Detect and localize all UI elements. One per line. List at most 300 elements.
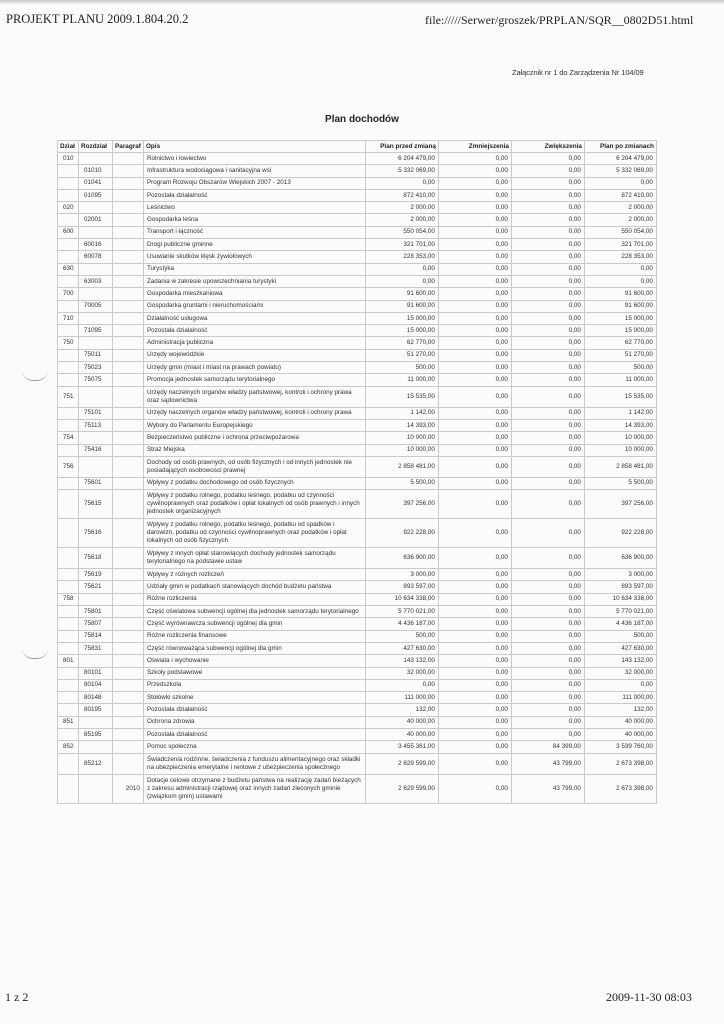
cell-paragraf — [113, 374, 144, 386]
cell-increases: 84 399,00 — [511, 741, 584, 753]
cell-plan-after: 2 673 398,00 — [584, 753, 656, 774]
cell-increases: 0,00 — [511, 177, 584, 189]
cell-paragraf — [113, 325, 144, 337]
cell-opis: Zadania w zakresie upowszechniania turystyki — [143, 275, 365, 287]
cell-rozdzial: 02001 — [79, 214, 113, 226]
cell-rozdzial: 75619 — [79, 569, 113, 581]
cell-paragraf — [113, 214, 144, 226]
cell-increases: 0,00 — [511, 165, 584, 177]
cell-plan-before: 91 600,00 — [365, 300, 438, 312]
cell-plan-before: 0,00 — [365, 263, 438, 275]
cell-dzial — [58, 679, 79, 691]
cell-plan-after: 15 000,00 — [584, 325, 656, 337]
cell-decreases: 0,00 — [438, 312, 511, 324]
cell-decreases: 0,00 — [438, 189, 511, 201]
cell-paragraf — [113, 337, 144, 349]
cell-opis: Stołówki szkolne — [143, 692, 365, 704]
cell-decreases: 0,00 — [438, 432, 511, 444]
table-row — [58, 263, 657, 275]
cell-rozdzial: 63003 — [79, 275, 113, 287]
cell-dzial — [58, 581, 79, 593]
cell-plan-before: 10 000,00 — [365, 432, 438, 444]
cell-plan-after: 427 630,00 — [584, 642, 656, 654]
cell-decreases: 0,00 — [438, 667, 511, 679]
cell-increases: 0,00 — [511, 325, 584, 337]
cell-decreases: 0,00 — [438, 349, 511, 361]
cell-plan-after: 91 600,00 — [584, 288, 656, 300]
cell-increases: 0,00 — [511, 630, 584, 642]
cell-opis: Działalność usługowa — [143, 312, 365, 324]
cell-increases: 0,00 — [511, 337, 584, 349]
cell-opis: Wpływy z podatku rolnego, podatku leśnego, podatku od czynności cywilnoprawnych oraz podatków i opłat lokalnych od osób prawnych i innych jednostek organizacyjnych — [143, 490, 365, 519]
cell-plan-after: 5 500,00 — [584, 477, 656, 489]
cell-decreases: 0,00 — [438, 728, 511, 740]
cell-decreases: 0,00 — [438, 581, 511, 593]
table-row — [58, 490, 657, 519]
cell-paragraf — [113, 226, 144, 238]
cell-dzial — [58, 728, 79, 740]
cell-rozdzial: 75831 — [79, 642, 113, 654]
cell-dzial: 700 — [58, 288, 79, 300]
table-row — [58, 300, 657, 312]
cell-dzial: 630 — [58, 263, 79, 275]
cell-increases: 0,00 — [511, 312, 584, 324]
cell-rozdzial: 75616 — [79, 519, 113, 548]
cell-dzial — [58, 189, 79, 201]
cell-plan-after: 10 634 338,00 — [584, 593, 656, 605]
cell-plan-before: 11 000,00 — [365, 374, 438, 386]
table-row — [58, 519, 657, 548]
table-row — [58, 214, 657, 226]
cell-decreases: 0,00 — [438, 153, 511, 165]
cell-rozdzial — [79, 655, 113, 667]
cell-paragraf — [113, 728, 144, 740]
cell-increases: 0,00 — [511, 288, 584, 300]
cell-decreases: 0,00 — [438, 300, 511, 312]
cell-opis: Pozostała działalność — [143, 728, 365, 740]
table-row — [58, 655, 657, 667]
cell-paragraf — [113, 655, 144, 667]
cell-opis: Przedszkola — [143, 679, 365, 691]
cell-increases: 0,00 — [511, 728, 584, 740]
cell-decreases: 0,00 — [438, 655, 511, 667]
cell-increases: 0,00 — [511, 593, 584, 605]
cell-plan-after: 51 270,00 — [584, 349, 656, 361]
cell-dzial — [58, 275, 79, 287]
cell-dzial — [58, 569, 79, 581]
cell-paragraf — [113, 704, 144, 716]
cell-dzial — [58, 300, 79, 312]
scan-edge-shadow — [0, 0, 724, 5]
cell-dzial — [58, 165, 79, 177]
cell-paragraf — [113, 300, 144, 312]
cell-paragraf — [113, 490, 144, 519]
cell-paragraf — [113, 716, 144, 728]
cell-paragraf — [113, 692, 144, 704]
cell-paragraf: 2010 — [113, 774, 144, 803]
cell-dzial — [58, 419, 79, 431]
cell-rozdzial: 75618 — [79, 548, 113, 569]
cell-plan-before: 6 204 479,00 — [365, 153, 438, 165]
cell-opis: Wpływy z innych opłat stanowiących dochody jednostek samorządu terytorialnego na podstawie ustaw — [143, 548, 365, 569]
cell-opis: Urzędy naczelnych organów władzy państwowej, kontroli i ochrony prawa — [143, 407, 365, 419]
table-row — [58, 456, 657, 477]
cell-plan-before: 62 770,00 — [365, 337, 438, 349]
cell-paragraf — [113, 581, 144, 593]
cell-paragraf — [113, 630, 144, 642]
cell-plan-after: 5 770 021,00 — [584, 606, 656, 618]
cell-decreases: 0,00 — [438, 407, 511, 419]
table-row — [58, 251, 657, 263]
cell-rozdzial: 75023 — [79, 362, 113, 374]
cell-decreases: 0,00 — [438, 606, 511, 618]
cell-opis: Wpływy z różnych rozliczeń — [143, 569, 365, 581]
cell-opis: Urzędy naczelnych organów władzy państwowej, kontroli i ochrony prawa oraz sądownictwa — [143, 386, 365, 407]
cell-opis: Turystyka — [143, 263, 365, 275]
cell-rozdzial — [79, 263, 113, 275]
table-row — [58, 312, 657, 324]
cell-paragraf — [113, 606, 144, 618]
cell-increases: 0,00 — [511, 704, 584, 716]
table-row — [58, 704, 657, 716]
cell-dzial: 600 — [58, 226, 79, 238]
cell-paragraf — [113, 519, 144, 548]
cell-plan-before: 2 000,00 — [365, 214, 438, 226]
cell-plan-before: 132,00 — [365, 704, 438, 716]
cell-plan-before: 0,00 — [365, 679, 438, 691]
cell-decreases: 0,00 — [438, 251, 511, 263]
print-datetime: 2009-11-30 08:03 — [606, 990, 692, 1004]
cell-plan-after: 10 000,00 — [584, 432, 656, 444]
cell-increases: 0,00 — [511, 655, 584, 667]
cell-increases: 0,00 — [511, 679, 584, 691]
table-row — [58, 548, 657, 569]
table-row — [58, 419, 657, 431]
cell-plan-after: 15 535,00 — [584, 386, 656, 407]
cell-plan-before: 872 410,00 — [365, 189, 438, 201]
cell-rozdzial: 85212 — [79, 753, 113, 774]
cell-plan-after: 3 000,00 — [584, 569, 656, 581]
cell-plan-after: 2 000,00 — [584, 202, 656, 214]
cell-dzial: 751 — [58, 386, 79, 407]
cell-rozdzial: 01041 — [79, 177, 113, 189]
cell-dzial: 756 — [58, 456, 79, 477]
cell-plan-before: 2 629 599,00 — [365, 753, 438, 774]
cell-plan-after: 0,00 — [584, 177, 656, 189]
table-row — [58, 165, 657, 177]
cell-opis: Bezpieczeństwo publiczne i ochrona przeciwpożarowa — [143, 432, 365, 444]
cell-rozdzial — [79, 432, 113, 444]
cell-increases: 0,00 — [511, 569, 584, 581]
cell-decreases: 0,00 — [438, 704, 511, 716]
cell-increases: 0,00 — [511, 519, 584, 548]
cell-plan-after: 321 701,00 — [584, 239, 656, 251]
cell-increases: 0,00 — [511, 692, 584, 704]
cell-decreases: 0,00 — [438, 716, 511, 728]
cell-paragraf — [113, 349, 144, 361]
cell-plan-after: 4 436 187,00 — [584, 618, 656, 630]
cell-plan-after: 1 142,00 — [584, 407, 656, 419]
cell-dzial — [58, 374, 79, 386]
cell-plan-after: 550 054,00 — [584, 226, 656, 238]
cell-opis: Promocja jednostek samorządu terytorialnego — [143, 374, 365, 386]
cell-opis: Ochrona zdrowia — [143, 716, 365, 728]
cell-plan-after: 922 228,00 — [584, 519, 656, 548]
cell-dzial — [58, 177, 79, 189]
cell-increases: 0,00 — [511, 432, 584, 444]
cell-opis: Wpływy z podatku rolnego, podatku leśnego, podatku od spadków i darowizn, podatku od czynności cywilnoprawnych oraz podatków i opłat lokalnych od osób fizycznych — [143, 519, 365, 548]
table-row — [58, 288, 657, 300]
cell-paragraf — [113, 456, 144, 477]
cell-opis: Usuwanie skutków klęsk żywiołowych — [143, 251, 365, 263]
cell-paragraf — [113, 165, 144, 177]
cell-dzial — [58, 444, 79, 456]
cell-plan-after: 32 000,00 — [584, 667, 656, 679]
col-header-paragraf: Paragraf — [113, 141, 144, 153]
cell-decreases: 0,00 — [438, 275, 511, 287]
cell-plan-before: 3 455 361,00 — [365, 741, 438, 753]
cell-plan-before: 500,00 — [365, 630, 438, 642]
cell-decreases: 0,00 — [438, 337, 511, 349]
table-row — [58, 581, 657, 593]
table-row — [58, 177, 657, 189]
cell-plan-after: 3 539 760,00 — [584, 741, 656, 753]
cell-paragraf — [113, 239, 144, 251]
table-row — [58, 407, 657, 419]
cell-decreases: 0,00 — [438, 753, 511, 774]
cell-decreases: 0,00 — [438, 374, 511, 386]
cell-opis: Część równoważąca subwencji ogólnej dla gmin — [143, 642, 365, 654]
cell-dzial — [58, 667, 79, 679]
cell-increases: 0,00 — [511, 444, 584, 456]
cell-increases: 0,00 — [511, 374, 584, 386]
cell-plan-before: 15 000,00 — [365, 325, 438, 337]
cell-plan-before: 397 256,00 — [365, 490, 438, 519]
cell-dzial: 020 — [58, 202, 79, 214]
cell-increases: 0,00 — [511, 477, 584, 489]
cell-plan-after: 2 673 398,00 — [584, 774, 656, 803]
cell-opis: Dotacje celowe otrzymane z budżetu państwa na realizację zadań bieżących z zakresu administracji rządowej oraz innych zadań zleconych gminie (związkom gmin) ustawami — [143, 774, 365, 803]
cell-plan-after: 11 000,00 — [584, 374, 656, 386]
cell-paragraf — [113, 251, 144, 263]
cell-decreases: 0,00 — [438, 490, 511, 519]
cell-decreases: 0,00 — [438, 288, 511, 300]
cell-paragraf — [113, 593, 144, 605]
cell-rozdzial: 75814 — [79, 630, 113, 642]
cell-opis: Gospodarka gruntami i nieruchomościami — [143, 300, 365, 312]
col-header-plan-before: Plan przed zmianą — [365, 141, 438, 153]
cell-opis: Wybory do Parlamentu Europejskiego — [143, 419, 365, 431]
cell-opis: Różne rozliczenia — [143, 593, 365, 605]
cell-dzial — [58, 606, 79, 618]
table-row — [58, 642, 657, 654]
cell-rozdzial: 75801 — [79, 606, 113, 618]
cell-opis: Udziały gmin w podatkach stanowiących dochód budżetu państwa — [143, 581, 365, 593]
cell-dzial: 754 — [58, 432, 79, 444]
cell-opis: Urzędy gmin (miast i miast na prawach powiatu) — [143, 362, 365, 374]
table-row — [58, 477, 657, 489]
cell-decreases: 0,00 — [438, 630, 511, 642]
cell-plan-after: 228 353,00 — [584, 251, 656, 263]
cell-plan-before: 0,00 — [365, 177, 438, 189]
cell-plan-after: 2 000,00 — [584, 214, 656, 226]
cell-paragraf — [113, 679, 144, 691]
table-row — [58, 275, 657, 287]
cell-rozdzial: 80104 — [79, 679, 113, 691]
cell-dzial: 758 — [58, 593, 79, 605]
cell-rozdzial: 75075 — [79, 374, 113, 386]
col-header-plan-after: Plan po zmianach — [584, 141, 656, 153]
cell-increases: 0,00 — [511, 581, 584, 593]
cell-plan-before: 1 142,00 — [365, 407, 438, 419]
cell-plan-before: 15 000,00 — [365, 312, 438, 324]
table-row — [58, 569, 657, 581]
table-body — [58, 153, 657, 804]
cell-rozdzial: 75011 — [79, 349, 113, 361]
cell-decreases: 0,00 — [438, 444, 511, 456]
cell-plan-before: 2 000,00 — [365, 202, 438, 214]
cell-plan-before: 51 270,00 — [365, 349, 438, 361]
cell-decreases: 0,00 — [438, 386, 511, 407]
table-row — [58, 630, 657, 642]
cell-decreases: 0,00 — [438, 165, 511, 177]
cell-decreases: 0,00 — [438, 519, 511, 548]
table-row — [58, 432, 657, 444]
cell-opis: Drogi publiczne gminne — [143, 239, 365, 251]
table-row — [58, 202, 657, 214]
cell-decreases: 0,00 — [438, 679, 511, 691]
cell-plan-before: 500,00 — [365, 362, 438, 374]
print-header-left: PROJEKT PLANU 2009.1.804.20.2 — [6, 12, 189, 26]
cell-dzial — [58, 630, 79, 642]
cell-paragraf — [113, 177, 144, 189]
table-row — [58, 716, 657, 728]
cell-decreases: 0,00 — [438, 362, 511, 374]
cell-decreases: 0,00 — [438, 226, 511, 238]
cell-plan-before: 3 000,00 — [365, 569, 438, 581]
cell-plan-before: 636 900,00 — [365, 548, 438, 569]
cell-increases: 0,00 — [511, 263, 584, 275]
cell-plan-after: 132,00 — [584, 704, 656, 716]
cell-plan-before: 15 535,00 — [365, 386, 438, 407]
cell-increases: 0,00 — [511, 275, 584, 287]
cell-opis: Administracja publiczna — [143, 337, 365, 349]
annex-reference: Załącznik nr 1 do Zarządzenia Nr 104/09 — [512, 68, 644, 77]
cell-opis: Gospodarka mieszkaniowa — [143, 288, 365, 300]
pen-mark — [22, 648, 48, 659]
cell-rozdzial — [79, 456, 113, 477]
cell-opis: Urzędy wojewódzkie — [143, 349, 365, 361]
cell-rozdzial — [79, 386, 113, 407]
cell-plan-after: 40 000,00 — [584, 716, 656, 728]
cell-paragraf — [113, 569, 144, 581]
cell-opis: Oświata i wychowanie — [143, 655, 365, 667]
cell-increases: 0,00 — [511, 300, 584, 312]
col-header-dzial: Dział — [58, 141, 79, 153]
cell-plan-before: 893 597,00 — [365, 581, 438, 593]
col-header-rozdzial: Rozdział — [79, 141, 113, 153]
cell-plan-before: 5 770 021,00 — [365, 606, 438, 618]
cell-increases: 0,00 — [511, 490, 584, 519]
cell-paragraf — [113, 202, 144, 214]
cell-rozdzial: 60078 — [79, 251, 113, 263]
table-row — [58, 606, 657, 618]
cell-increases: 0,00 — [511, 202, 584, 214]
cell-increases: 0,00 — [511, 362, 584, 374]
cell-dzial: 801 — [58, 655, 79, 667]
cell-plan-before: 32 000,00 — [365, 667, 438, 679]
table-row — [58, 741, 657, 753]
cell-paragraf — [113, 618, 144, 630]
cell-opis: Pozostała działalność — [143, 325, 365, 337]
cell-rozdzial: 01010 — [79, 165, 113, 177]
cell-decreases: 0,00 — [438, 214, 511, 226]
cell-dzial — [58, 490, 79, 519]
cell-plan-after: 62 770,00 — [584, 337, 656, 349]
table-row — [58, 386, 657, 407]
cell-rozdzial: 80195 — [79, 704, 113, 716]
cell-opis: Infrastruktura wodociągowa i sanitacyjna wsi — [143, 165, 365, 177]
cell-plan-after: 111 000,00 — [584, 692, 656, 704]
cell-paragraf — [113, 444, 144, 456]
table-row — [58, 325, 657, 337]
cell-increases: 0,00 — [511, 667, 584, 679]
table-row — [58, 374, 657, 386]
cell-dzial — [58, 704, 79, 716]
cell-opis: Pomoc społeczna — [143, 741, 365, 753]
cell-plan-after: 40 000,00 — [584, 728, 656, 740]
cell-rozdzial — [79, 312, 113, 324]
cell-plan-after: 500,00 — [584, 630, 656, 642]
cell-opis: Straż Miejska — [143, 444, 365, 456]
cell-dzial — [58, 477, 79, 489]
cell-paragraf — [113, 288, 144, 300]
cell-rozdzial: 75113 — [79, 419, 113, 431]
cell-opis: Leśnictwo — [143, 202, 365, 214]
cell-plan-before: 10 000,00 — [365, 444, 438, 456]
cell-decreases: 0,00 — [438, 477, 511, 489]
cell-dzial — [58, 251, 79, 263]
cell-plan-after: 872 410,00 — [584, 189, 656, 201]
cell-increases: 0,00 — [511, 606, 584, 618]
cell-opis: Pozostała działalność — [143, 189, 365, 201]
cell-plan-before: 0,00 — [365, 275, 438, 287]
cell-rozdzial: 75101 — [79, 407, 113, 419]
document-title: Plan dochodów — [325, 114, 399, 125]
cell-plan-before: 40 000,00 — [365, 728, 438, 740]
cell-rozdzial — [79, 774, 113, 803]
cell-dzial — [58, 519, 79, 548]
cell-paragraf — [113, 548, 144, 569]
cell-rozdzial — [79, 593, 113, 605]
table-row — [58, 618, 657, 630]
cell-plan-after: 91 600,00 — [584, 300, 656, 312]
cell-decreases: 0,00 — [438, 618, 511, 630]
cell-rozdzial: 80148 — [79, 692, 113, 704]
cell-paragraf — [113, 189, 144, 201]
cell-plan-after: 5 332 069,00 — [584, 165, 656, 177]
cell-increases: 0,00 — [511, 349, 584, 361]
cell-opis: Wpływy z podatku dochodowego od osób fizycznych — [143, 477, 365, 489]
cell-plan-before: 321 701,00 — [365, 239, 438, 251]
cell-plan-after: 0,00 — [584, 679, 656, 691]
cell-paragraf — [113, 753, 144, 774]
table-row — [58, 349, 657, 361]
cell-paragraf — [113, 407, 144, 419]
table-row — [58, 189, 657, 201]
cell-dzial — [58, 362, 79, 374]
pen-mark — [22, 370, 48, 381]
